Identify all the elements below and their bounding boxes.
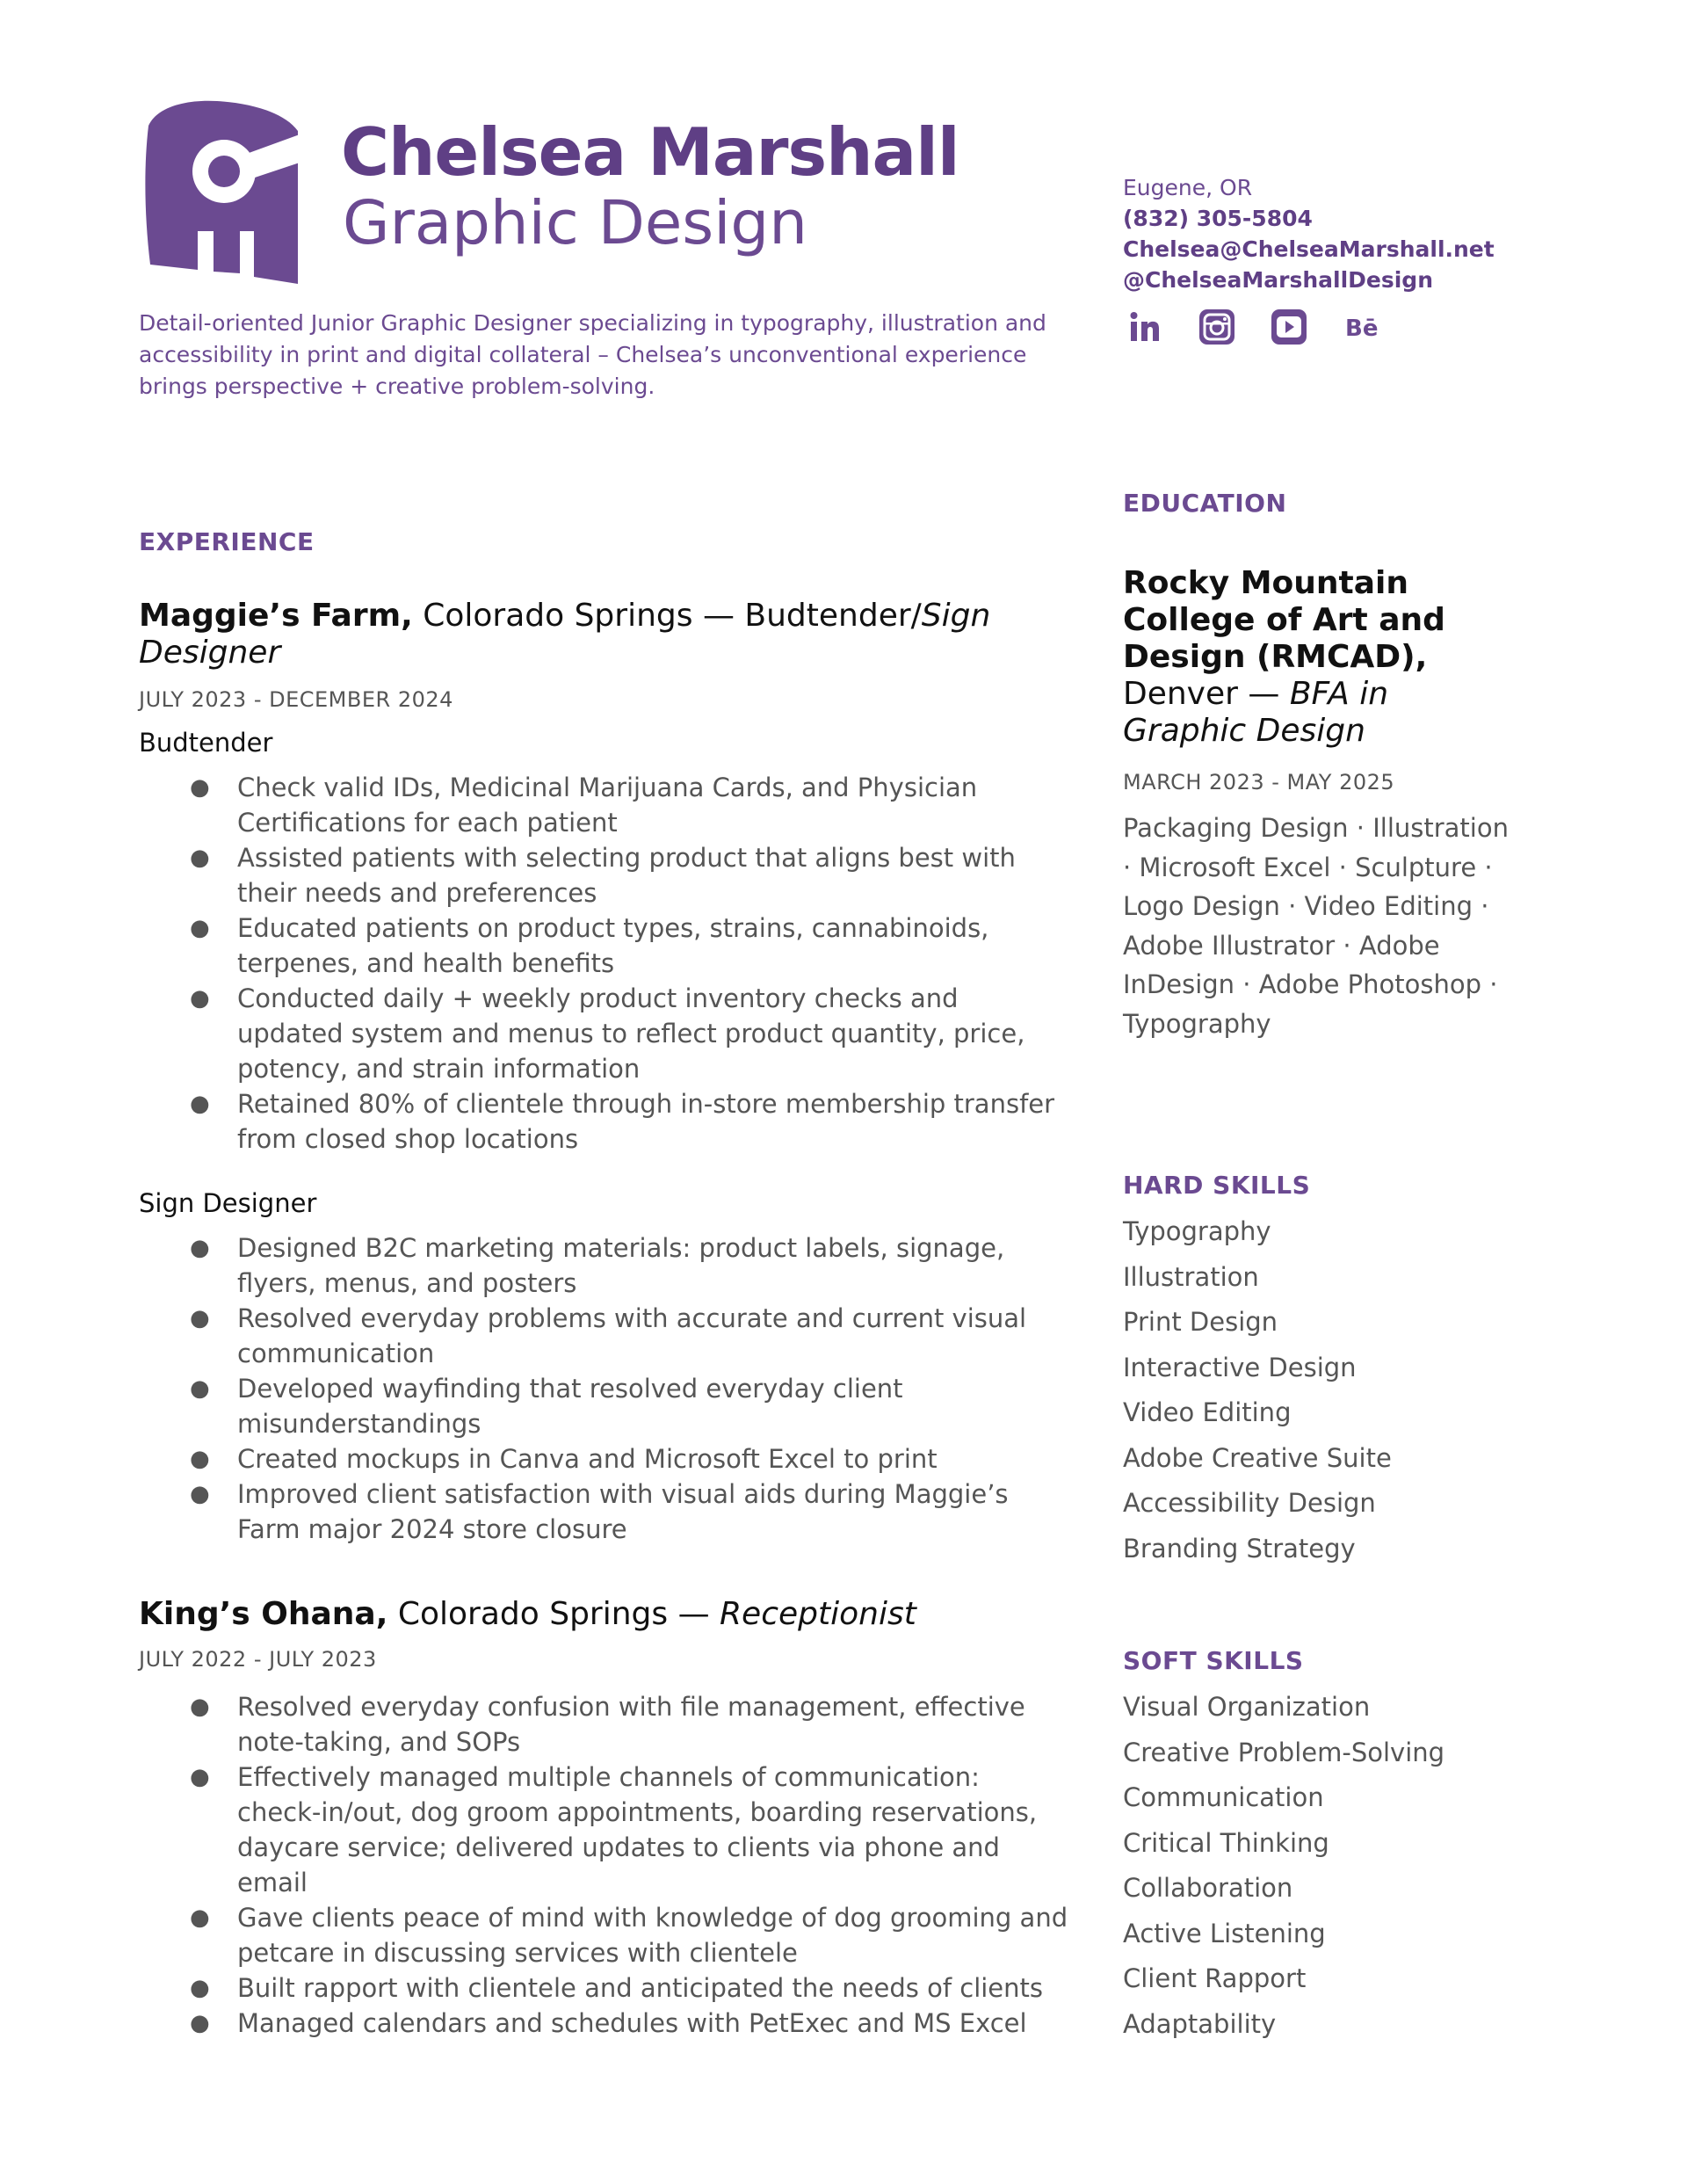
list-item: ● Educated patients on product types, strains, cannabinoids, terpenes, and health benefits [190, 913, 989, 978]
list-item: Video Editing [1123, 1397, 1292, 1427]
budtender-bullets [139, 770, 1070, 1157]
list-item: ● Built rapport with clientele and anticipated the needs of clients [190, 1973, 1044, 2003]
hard-skills-heading: HARD SKILLS [1123, 1171, 1311, 1200]
sign-designer-bullets [139, 1230, 1070, 1547]
list-item: Collaboration [1123, 1873, 1293, 1903]
candidate-discipline: Graphic Design [343, 188, 807, 258]
social-links [1123, 305, 1383, 349]
profile-summary: Detail-oriented Junior Graphic Designer specializing in typography, illustration and accessibility in print and digital collateral – Chelsea’s unconventional experience brings perspective + creative problem-solving. [139, 310, 1046, 399]
job-dates: JULY 2022 - JULY 2023 [139, 1647, 377, 1672]
list-item: ● Resolved everyday confusion with file management, effective note-taking, and SOPs [190, 1692, 1025, 1757]
list-item: Adobe Creative Suite [1123, 1442, 1392, 1473]
soft-skills-heading: SOFT SKILLS [1123, 1646, 1304, 1675]
job-title-maggies-farm [139, 598, 1053, 671]
list-item: Print Design [1123, 1307, 1278, 1337]
list-item: Active Listening [1123, 1918, 1326, 1948]
job-role: Receptionist [720, 1596, 916, 1632]
role-label-budtender: Budtender [139, 728, 273, 758]
experience-heading: EXPERIENCE [139, 527, 315, 556]
list-item: ● Designed B2C marketing materials: product labels, signage, flyers, menus, and posters [190, 1233, 1005, 1298]
list-item: Visual Organization [1123, 1692, 1371, 1722]
list-item: Critical Thinking [1123, 1827, 1329, 1858]
list-item: Client Rapport [1123, 1963, 1307, 1993]
email-link[interactable]: Chelsea@ChelseaMarshall.net [1123, 236, 1495, 262]
list-item: Creative Problem-Solving [1123, 1737, 1445, 1767]
list-item: ● Assisted patients with selecting product that aligns best with their needs and preferences [190, 843, 1016, 908]
list-item: Typography [1123, 1216, 1271, 1246]
social-handle-link[interactable]: @ChelseaMarshallDesign [1123, 267, 1433, 293]
list-item: Illustration [1123, 1261, 1259, 1292]
list-item: Branding Strategy [1123, 1533, 1356, 1564]
job-location: Colorado Springs — [387, 1596, 720, 1632]
list-item: ● Created mockups in Canva and Microsoft Excel to print [190, 1444, 938, 1474]
job-location: Colorado Springs — Budtender/ [412, 598, 922, 634]
job-title-kings-ohana [139, 1596, 1053, 1633]
list-item: ● Check valid IDs, Medicinal Marijuana Cards, and Physician Certifications for each patient [190, 773, 978, 838]
school-location: Denver — [1123, 676, 1290, 712]
hard-skills-list [1123, 1209, 1392, 1571]
candidate-name: Chelsea Marshall [341, 113, 959, 191]
company-name: King’s Ohana, [139, 1596, 388, 1632]
list-item: ● Effectively managed multiple channels of communication: check-in/out, dog groom appointments, boarding reservations, daycare service; delivered updates to clients via phone and email [190, 1762, 1038, 1897]
list-item: Interactive Design [1123, 1352, 1357, 1382]
contact-block [1123, 172, 1495, 295]
svg-text:Bē: Bē [1345, 316, 1379, 342]
list-item: ● Retained 80% of clientele through in-store membership transfer from closed shop locations [190, 1089, 1055, 1154]
list-item: ● Improved client satisfaction with visual aids during Maggie’s Farm major 2024 store closure [190, 1479, 1009, 1544]
role-label-sign-designer: Sign Designer [139, 1188, 317, 1218]
cm-monogram-icon [143, 99, 310, 294]
education-heading: EDUCATION [1123, 489, 1287, 518]
list-item: ● Conducted daily + weekly product inventory checks and updated system and menus to reflect product quantity, price, potency, and strain information [190, 983, 1025, 1084]
job-role: Sign Designer [139, 598, 991, 671]
list-item: ● Developed wayfinding that resolved everyday client misunderstandings [190, 1374, 903, 1439]
list-item: ● Resolved everyday problems with accurate and current visual communication [190, 1303, 1027, 1368]
degree-name: BFA in Graphic Design [1123, 676, 1389, 749]
instagram-icon[interactable] [1195, 305, 1239, 349]
linkedin-icon[interactable] [1123, 305, 1167, 349]
location-text: Eugene, OR [1123, 175, 1253, 200]
school-name: Rocky Mountain College of Art and Design (RMCAD), [1123, 565, 1445, 675]
phone-link[interactable]: (832) 305-5804 [1123, 206, 1313, 231]
list-item: ● Gave clients peace of mind with knowledge of dog grooming and petcare in discussing services with clientele [190, 1903, 1068, 1968]
receptionist-bullets [139, 1689, 1070, 2041]
education-dates: MARCH 2023 - MAY 2025 [1123, 770, 1395, 795]
company-name: Maggie’s Farm, [139, 598, 413, 634]
soft-skills-list [1123, 1685, 1444, 2047]
behance-icon[interactable] [1339, 305, 1383, 349]
list-item: Adaptability [1123, 2008, 1277, 2039]
list-item: Accessibility Design [1123, 1488, 1376, 1518]
job-dates: JULY 2023 - DECEMBER 2024 [139, 687, 453, 712]
school-entry [1123, 565, 1492, 750]
youtube-icon[interactable] [1267, 305, 1311, 349]
list-item: ● Managed calendars and schedules with PetExec and MS Excel [190, 2008, 1027, 2038]
list-item: Communication [1123, 1782, 1324, 1812]
education-coursework: Packaging Design · Illustration · Microsoft Excel · Sculpture · Logo Design · Video Editing · Adobe Illustrator · Adobe InDesign · Adobe Photoshop · Typography [1123, 813, 1509, 1039]
